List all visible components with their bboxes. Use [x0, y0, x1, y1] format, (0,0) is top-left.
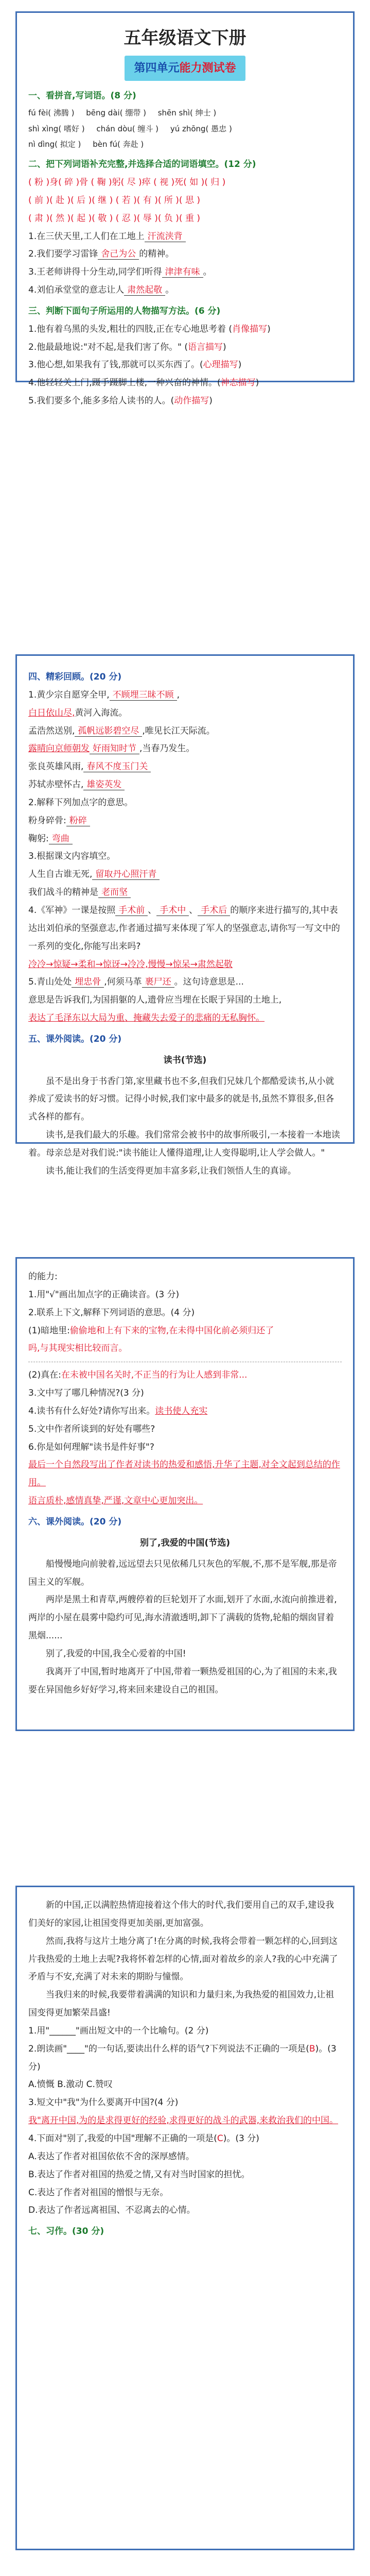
recall-q1f-answer: 雄姿英发 — [83, 779, 125, 790]
reading2-q2-answer: B — [309, 2043, 315, 2054]
judge-q3 — [28, 356, 342, 374]
reading-q5 — [28, 1402, 342, 1420]
reading-q5-answer: 读书使人充实 — [155, 1405, 208, 1416]
fill-q2-answer: 舍己为公 — [98, 249, 139, 260]
recall-q3-line2 — [28, 884, 342, 902]
reading2-q2 — [28, 2040, 342, 2076]
recall-q4-tail-2: 来体现了军人的坚强意志,请你写一写文中的一系列的变化,你能写 — [28, 923, 340, 952]
passage2-title: 别了,我爱的中国(节选) — [140, 1537, 230, 1548]
pinyin-row-2 — [28, 121, 342, 137]
passage-paragraph: 读书,能让我们的生活变得更加丰富多彩,让我们领悟人生的真谛。 — [46, 1165, 296, 1176]
fill-q3-tail: 。 — [203, 267, 212, 278]
recall-q2a-answer: 粉碎 — [66, 816, 90, 826]
judge-q2 — [28, 338, 342, 357]
judge-q5-tail: ) — [209, 396, 213, 406]
passage2-paragraph: 船慢慢地向前驶着,远远望去只见依稀几只灰色的军舰,不,那不是军舰,那是帝国主义的军舰。 — [28, 1558, 337, 1587]
question-lead: 的能力: — [28, 1272, 58, 1282]
reading-q7: 6.你是如何理解"读书是件好事"? — [28, 1442, 154, 1452]
recall-q2a-text: 粉身碎骨: — [28, 815, 66, 826]
reading2-q4-option-a: A.表达了作者对祖国依依不舍的深厚感情。 — [28, 2151, 195, 2162]
judge-q1-text: 1.他有着乌黑的头发,粗壮的四肢,正在专心地思考着 — [28, 324, 226, 334]
fill-q4-text: 4.刘伯承堂堂的意志让人 — [28, 285, 125, 296]
recall-q1b-text: 白日依山尽, — [28, 707, 75, 718]
reading-q2-answer: 偷偷地和上有下来的宝物,在未得中国化前必须归还了 — [69, 1325, 274, 1336]
pinyin-item: bèn fú( 奔赴 ) — [93, 140, 144, 149]
passage-paragraph: 虽不是出身于书香门第,家里藏书也不多,但我们兄妹几个都酷爱读书,从小就养成了爱读书的好习惯。记得小时候,我们家中最多的就是书,虽然不算很多,但各式各样的都有。 — [28, 1076, 334, 1123]
judge-q3-tail: ) — [238, 360, 242, 370]
reading2-q4 — [28, 2130, 342, 2148]
passage2-paragraph: 别了,我爱的中国,我全心爱着的中国! — [46, 1648, 186, 1659]
reading2-q3-answer: 我"离开中国,为的是求得更好的经验,求得更好的战斗的武器,来救治我们的中国。 — [28, 2115, 339, 2126]
section-4-heading: 四、精彩回顾。(20 分) — [28, 672, 122, 682]
passage-paragraph: 读书,是我们最大的乐趣。我们常常会被书中的故事所吸引,一本接着一本地读着。母亲总是对我们说:"读书能让人懂得道理,让人变得聪明,让人学会做人。" — [28, 1130, 340, 1158]
passage-title: 读书(节选) — [163, 1055, 207, 1065]
reading2-q4-tail: )。(3 分) — [223, 2133, 259, 2144]
pinyin-item: chán dòu( 缠斗 ) — [96, 124, 159, 133]
recall-q1-answer: 不顾埋三昧不顾 — [110, 690, 177, 701]
recall-q5 — [28, 973, 342, 991]
recall-q5-answer: 埋忠骨 — [72, 977, 104, 988]
recall-q4-answer-1: 手术前 — [115, 905, 148, 916]
reading-q6: 5.文中作者所谈到的好处有哪些? — [28, 1423, 155, 1434]
recall-q1 — [28, 686, 342, 704]
recall-q4-sep-1: 、 — [148, 905, 157, 916]
recall-q4-tail-3: 出来吗? — [110, 941, 141, 952]
recall-q3-answer-2: 老而坚 — [98, 887, 131, 898]
fill-q1 — [28, 228, 342, 246]
judge-q1-answer: 肖像描写 — [232, 324, 268, 334]
reading2-q4-option-c: C.表达了作者对祖国的憎恨与无奈。 — [28, 2187, 169, 2198]
fill-q1-text: 1.在三伏天里,工人们在工地上 — [28, 231, 145, 242]
page-3 — [15, 1257, 355, 1731]
page-1 — [15, 11, 355, 406]
page-2 — [15, 654, 355, 1176]
recall-q4-sep-2: 、 — [189, 905, 198, 916]
recall-q1d-answer: 好雨知时节 — [90, 743, 139, 754]
judge-q4-text: 4.他轻轻关上门,蹑手蹑脚上楼,一种兴奋的神情。( — [28, 378, 221, 388]
section-3-heading: 三、判断下面句子所运用的人物描写方法。(6 分) — [28, 306, 221, 316]
recall-q4-answer-2: 手术中 — [156, 905, 189, 916]
recall-q2: 2.解释下列加点字的意思。 — [28, 797, 133, 808]
reading-q5-text: 4.读书有什么好处?请你写出来。 — [28, 1405, 155, 1416]
section-1-heading: 一、看拼音,写词语。(8 分) — [28, 91, 136, 101]
judge-q4 — [28, 374, 342, 392]
judge-q5-answer: 动作描写 — [174, 396, 209, 406]
passage2-paragraph: 我离开了中国,暂时地离开了中国,带着一颗热爱祖国的心,为了祖国的未来,我要在异国他乡好好学习,将来回来建设自己的祖国。 — [28, 1666, 337, 1695]
reading-q2-item-label: (1)暗地里: — [28, 1325, 70, 1336]
recall-q4-sequence: 冷冷→惊疑→柔和→惊讶→冷冷,慢慢→惊呆→肃然起敬 — [28, 959, 233, 970]
recall-q1d — [28, 740, 342, 758]
recall-q1d-tail: ,当春乃发生。 — [139, 743, 195, 754]
page-title: 五年级语文下册 — [124, 28, 246, 48]
fill-q2-tail: 的精神。 — [139, 249, 174, 260]
section-5-heading: 五、课外阅读。(20 分) — [28, 1033, 122, 1044]
recall-q5-line2: 意思是告诉我们,为国捐躯的人,遗骨应当埋在长眠于异国的土地上, — [28, 995, 282, 1006]
recall-q4-text: 4.《军神》一课是按照 — [28, 905, 116, 916]
judge-q2-tail: ) — [223, 342, 226, 352]
reading2-q2-text: 2.朗读画"____"的一句话,要读出什么样的语气?下列说法不正确的一项是( — [28, 2043, 309, 2054]
reading-q2-answer-2: 吗,与其现实相比较而言。 — [28, 1343, 128, 1354]
reading2-q2-options: A.愤慨 B.激动 C.赞叹 — [28, 2079, 113, 2090]
recall-q1b — [28, 704, 342, 722]
recall-q1b-tail: 黄河入海流。 — [75, 707, 128, 718]
reading2-q4-option-b: B.表达了作者对祖国的热爱之情,又有对当时国家的担忧。 — [28, 2169, 250, 2180]
judge-q3-answer: 心理描写 — [203, 360, 238, 370]
judge-q3-text: 3.他心想,如果我有了钱,那就可以买东西了。( — [28, 360, 203, 370]
pinyin-item: shì xìng( 嗜好 ) — [28, 124, 85, 133]
reading-q2-item — [28, 1322, 342, 1340]
judge-q5 — [28, 392, 342, 410]
reading-q3-text: (2)真在: — [28, 1370, 61, 1381]
recall-q1e — [28, 758, 342, 776]
reading-q1: 1.用"√"画出加点字的正确读音。(3 分) — [28, 1289, 180, 1300]
fill-q2-text: 2.我们要学习雷锋 — [28, 249, 98, 260]
recall-q1e-text: 张良英雄风雨, — [28, 761, 84, 772]
pinyin-item: nì dìng( 拟定 ) — [28, 140, 81, 149]
recall-q1c-tail: ,唯见长江天际流。 — [142, 725, 215, 736]
recall-q3: 3.根据课文内容填空。 — [28, 851, 116, 862]
reading2-q4-answer: C — [217, 2133, 223, 2144]
pinyin-row-1 — [28, 105, 342, 121]
recall-q1-tail: , — [177, 689, 180, 700]
reading-q3 — [28, 1366, 342, 1384]
idiom-row-3: ( 肃 )( 然 )( 起 )( 敬 ) ( 忍 )( 辱 )( 负 )( 重 ) — [28, 213, 200, 224]
pinyin-item: yú zhōng( 愚忠 ) — [170, 124, 232, 133]
recall-q3-line1-text: 人生自古谁无死, — [28, 869, 93, 880]
judge-q4-tail: ) — [255, 378, 259, 388]
recall-q2b-answer: 弯曲 — [49, 834, 73, 844]
reading2-q4-option-d: D.表达了作者远离祖国、不忍离去的心情。 — [28, 2205, 196, 2216]
recall-q2b-text: 鞠躬: — [28, 833, 49, 844]
judge-q2-answer: 语言描写 — [188, 342, 223, 352]
pinyin-item: fú fèi( 沸腾 ) — [28, 108, 75, 117]
section-6-heading: 六、课外阅读。(20 分) — [28, 1516, 122, 1527]
pinyin-row-3 — [28, 137, 342, 152]
fill-q3-text: 3.王老师讲得十分生动,同学们听得 — [28, 267, 162, 278]
recall-q2b — [28, 830, 342, 848]
reading-q2: 2.联系上下文,解释下列词语的意思。(4 分) — [28, 1307, 195, 1318]
recall-q1-text: 1.黄少宗自愿穿全甲, — [28, 689, 110, 700]
section-7-heading: 七、习作。(30 分) — [28, 2226, 104, 2237]
recall-q1f — [28, 776, 342, 794]
reading-q3-answer: 在未被中国名关时,不正当的行为让人感到非常... — [61, 1370, 248, 1381]
recall-q5-answer-3: 表达了毛泽东以大局为重、掩藏失去爱子的悲痛的无私胸怀。 — [28, 1013, 265, 1024]
subtitle-prefix: 第四单元 — [134, 62, 180, 75]
recall-q1c-answer: 孤帆远影碧空尽 — [75, 726, 142, 737]
section-2-heading: 二、把下列词语补充完整,并选择合适的词语填空。(12 分) — [28, 159, 256, 170]
fill-q4-tail: 。 — [165, 285, 174, 296]
reading-q7-answer-2: 语言质朴,感情真挚,严谨,文章中心更加突出。 — [28, 1496, 203, 1506]
fill-q3-answer: 津津有味 — [162, 267, 203, 278]
fill-q1-answer: 汗流浃背 — [145, 231, 186, 242]
fill-q4-answer: 肃然起敬 — [124, 285, 165, 296]
recall-q1e-answer: 春风不度玉门关 — [83, 761, 151, 772]
passage3-paragraph: 当我归来的时候,我要带着满满的知识和力量归来,为我热爱的祖国效力,让祖国变得更加繁荣昌盛! — [28, 1990, 334, 2019]
judge-q1: 1.他有着乌黑的头发,粗壮的四肢,正在专心地思考着 (肖像描写) — [28, 324, 271, 334]
fill-q2 — [28, 245, 342, 263]
fill-q3 — [28, 263, 342, 281]
judge-q2-text: 2.他最最地说:"对不起,是我们害了你。" ( — [28, 342, 188, 352]
recall-q4-tail: 的顺序来进行描写的,其中表达出刘伯承的坚强意志,作者通过描写 — [28, 905, 338, 934]
recall-q1f-text: 苏轼赤壁怀古, — [28, 779, 84, 790]
judge-q5-text: 5.我们要多个,能多多给人读书的人。( — [28, 396, 174, 406]
page-4 — [15, 1886, 355, 2550]
passage3-paragraph: 然而,我将与这片土地分离了!在分离的时候,我将会带着一颗怎样的心,回到这片我热爱的土地上去呢?我将怀着怎样的心情,面对着故乡的亲人?我的心中充满了矛盾与不安,充满了对未来的期盼与憧憬。 — [28, 1936, 338, 1982]
recall-q5-answer-2: 裹尸还 — [142, 977, 174, 988]
recall-q1c-text: 孟浩然送别, — [28, 725, 75, 736]
recall-q5-mid: ,何须马革 — [104, 977, 142, 988]
passage3-paragraph: 新的中国,正以满腔热情迎接着这个伟大的时代,我们要用自己的双手,建设我们美好的家园,让祖国变得更加美丽,更加富强。 — [28, 1900, 334, 1928]
subtitle-wrap — [28, 56, 342, 81]
pinyin-item: shēn shì( 绅士 ) — [157, 108, 217, 117]
recall-q2a — [28, 812, 342, 830]
recall-q1d-text: 露晴向京师朝发 — [28, 743, 90, 754]
recall-q1c — [28, 722, 342, 740]
recall-q3-line1 — [28, 866, 342, 884]
reading2-q1: 1.用"______"画出短文中的一个比喻句。(2 分) — [28, 2025, 209, 2036]
passage2-paragraph: 两岸是黑土和青草,两艘停着的巨轮划开了水面,划开了水面,水流向前推进着,两岸的小屋在晨雾中隐约可见,海水清澈透明,卸下了满载的货物,轮船的烟囱冒着黑烟...... — [28, 1595, 337, 1641]
fill-q4 — [28, 281, 342, 299]
idiom-row-2: ( 前 )( 赴 )( 后 )( 继 ) ( 若 )( 有 )( 所 )( 思 ) — [28, 195, 200, 206]
subtitle-badge — [125, 56, 245, 81]
subtitle-highlight: 能力测试卷 — [179, 62, 236, 75]
recall-q5-text: 5.青山处处 — [28, 977, 72, 988]
reading-q4: 3.文中写了哪几种情况?(3 分) — [28, 1388, 144, 1399]
recall-q3-line2-text: 我们战斗的精神是 — [28, 887, 98, 898]
reading-q7-answer: 最后一个自然段写出了作者对读书的热爱和感悟,升华了主题,对全文起到总结的作用。 — [28, 1460, 340, 1488]
recall-q4 — [28, 902, 342, 956]
recall-q3-answer-1: 留取丹心照汗青 — [92, 869, 160, 880]
judge-q4-answer: 神态描写 — [220, 378, 256, 388]
recall-q5-tail: 。这句诗意思是... — [174, 977, 244, 988]
pinyin-item: bēng dài( 绷带 ) — [86, 108, 146, 117]
recall-q4-answer-3: 手术后 — [198, 905, 230, 916]
idiom-row-1: ( 粉 )身( 碎 )骨 ( 鞠 )躬( 尽 )瘁 ( 视 )死( 如 )( 归 ) — [28, 177, 226, 188]
reading2-q3: 3.短文中"我"为什么要离开中国?(4 分) — [28, 2097, 179, 2108]
reading2-q2-tail: )。(3 分) — [28, 2043, 337, 2072]
reading2-q4-text: 4.下面对"别了,我爱的中国"理解不正确的一项是( — [28, 2133, 217, 2144]
